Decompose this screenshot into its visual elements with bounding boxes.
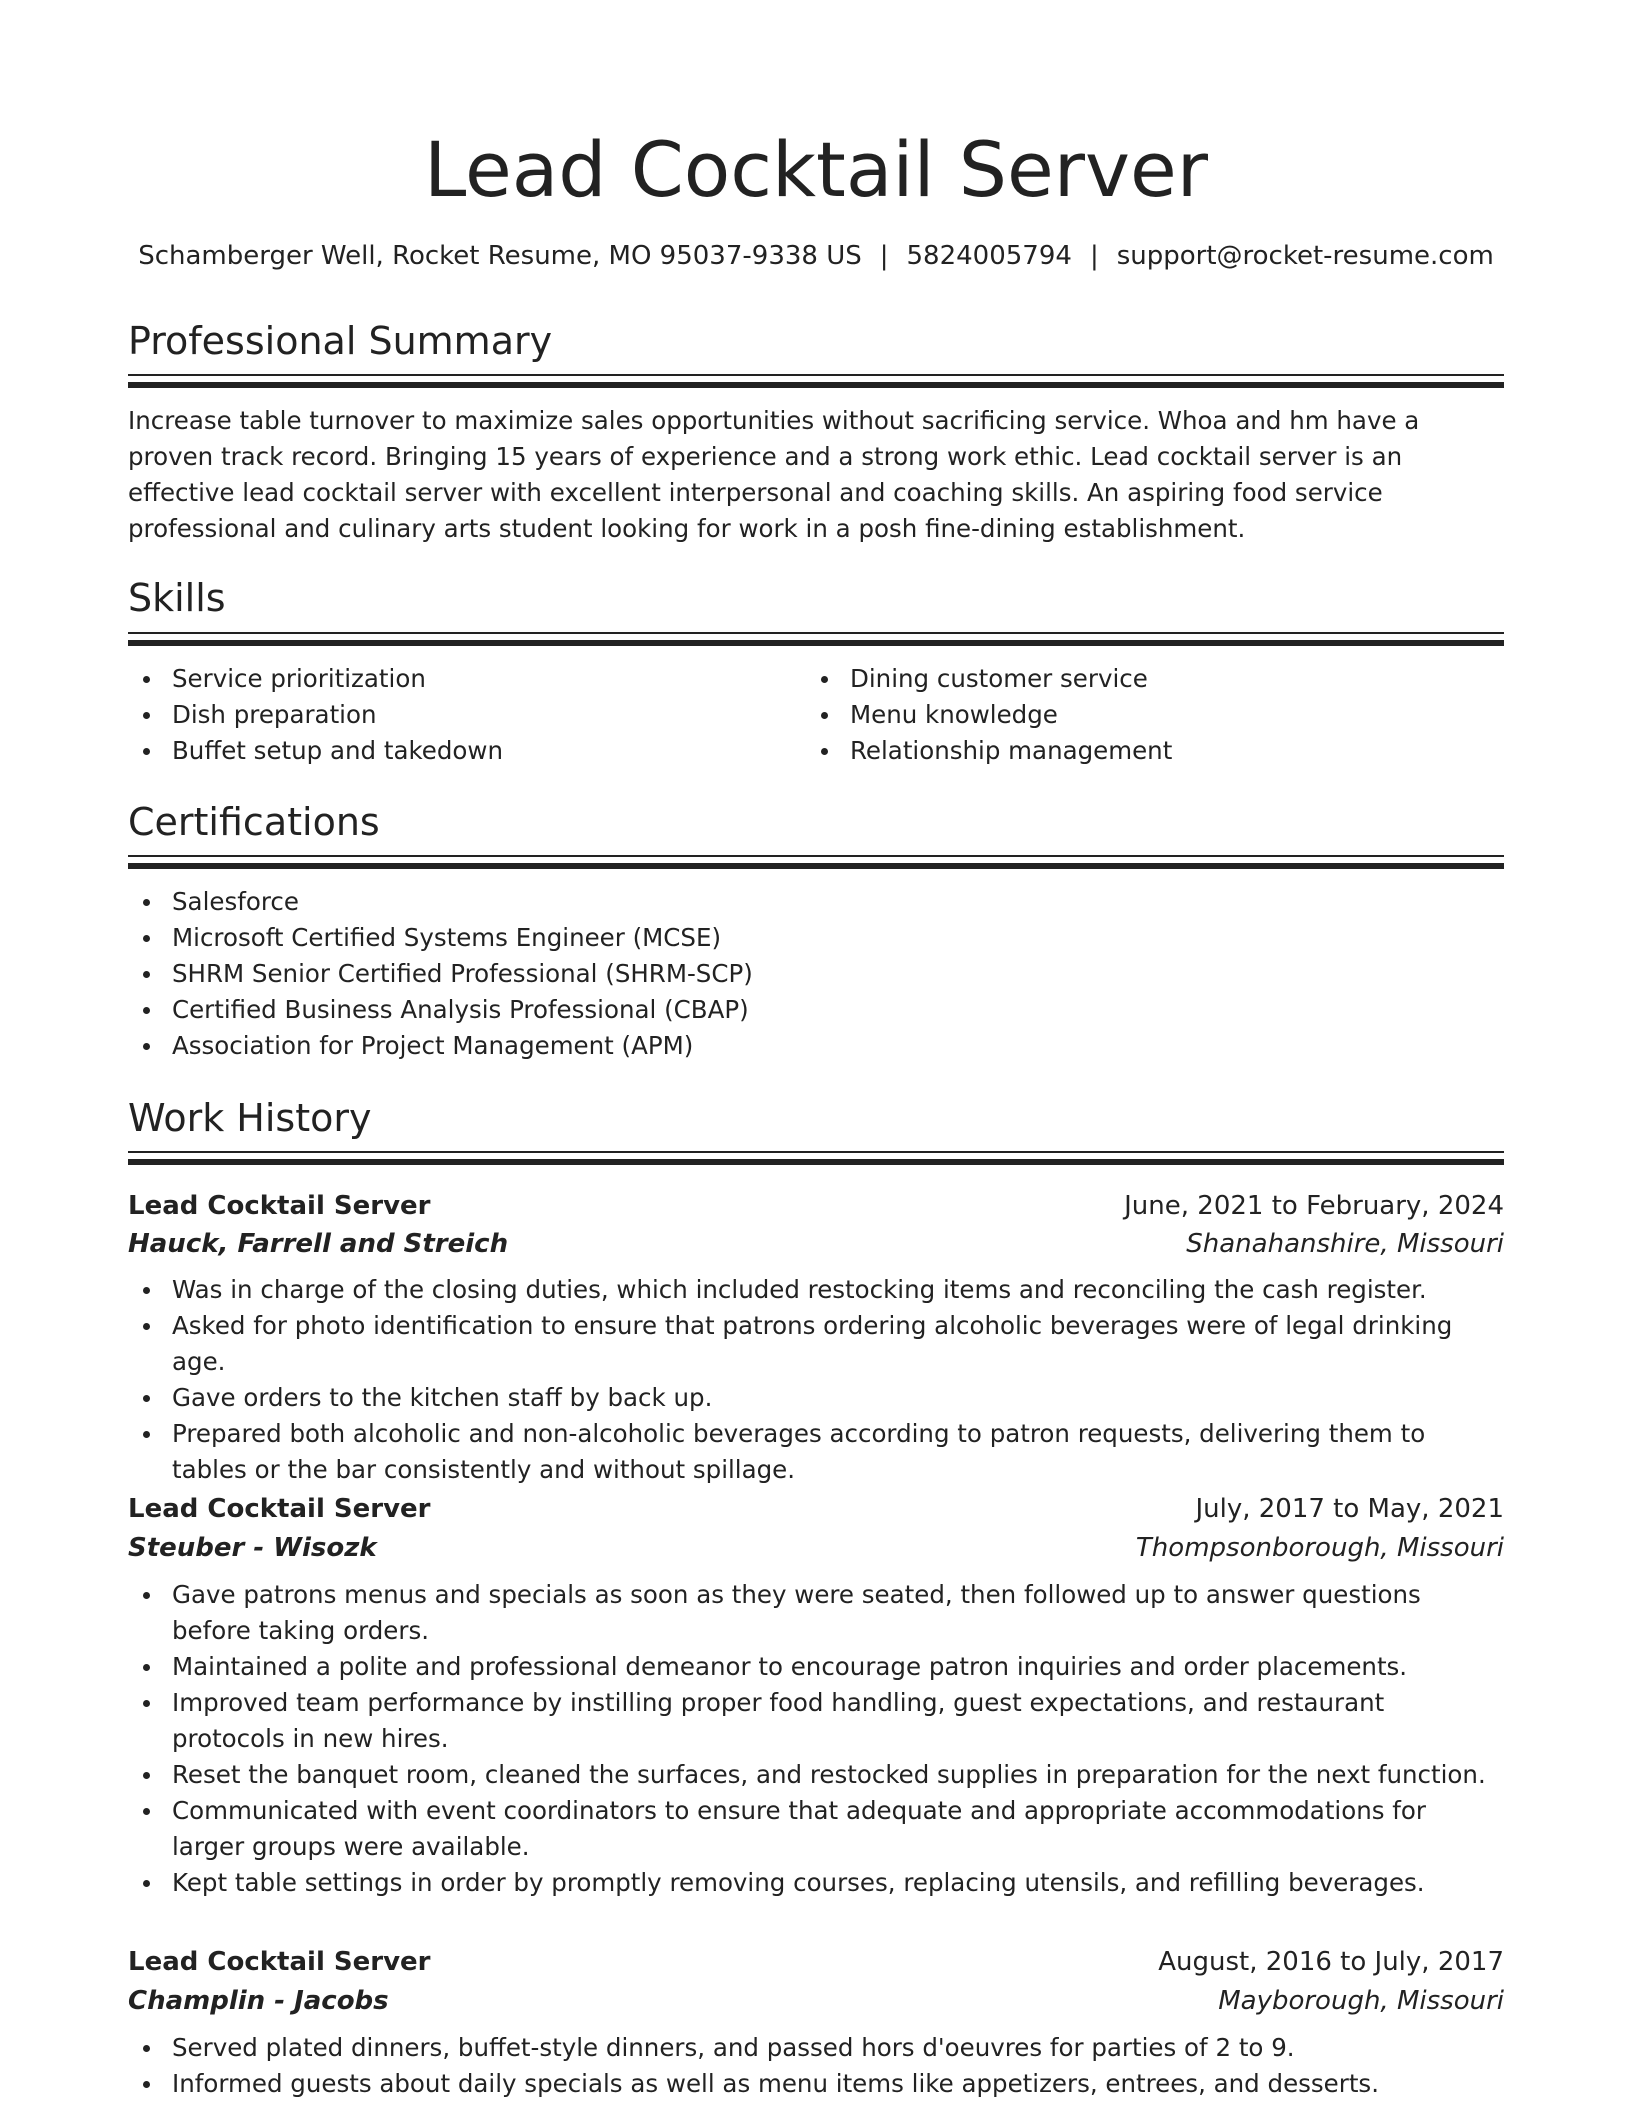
job-dates: August, 2016 to July, 2017 bbox=[1158, 1947, 1504, 1977]
job-duties-list bbox=[128, 1272, 1504, 1488]
contact-email: support@rocket-resume.com bbox=[1116, 241, 1494, 271]
contact-separator: | bbox=[1089, 241, 1099, 271]
contact-line bbox=[128, 238, 1504, 274]
certifications-list bbox=[128, 884, 1504, 1064]
list-item: Service prioritization bbox=[128, 661, 788, 697]
contact-address: Schamberger Well, Rocket Resume, MO 95037-9338 US bbox=[138, 241, 862, 271]
list-item: Gave patrons menus and specials as soon as they were seated, then followed up to answer questions before taking orders. bbox=[128, 1577, 1504, 1649]
list-item: Prepared both alcoholic and non-alcoholic beverages according to patron requests, delivering them to tables or the bar consistently and without spillage. bbox=[128, 1416, 1504, 1488]
list-item: Association for Project Management (APM) bbox=[128, 1028, 1504, 1064]
job-company: Steuber - Wisozk bbox=[128, 1533, 377, 1563]
job-duties-list bbox=[128, 2030, 1504, 2102]
contact-separator: | bbox=[879, 241, 889, 271]
job-header bbox=[128, 1943, 1504, 1981]
job-location: Mayborough, Missouri bbox=[1218, 1986, 1504, 2016]
list-item: Gave orders to the kitchen staff by back up. bbox=[128, 1380, 1504, 1416]
section-divider bbox=[128, 855, 1504, 867]
job-header bbox=[128, 1187, 1504, 1225]
list-item: Maintained a polite and professional demeanor to encourage patron inquiries and order placements. bbox=[128, 1649, 1504, 1685]
list-item: Was in charge of the closing duties, which included restocking items and reconciling the cash register. bbox=[128, 1272, 1504, 1308]
section-title-skills: Skills bbox=[128, 576, 226, 620]
job-company: Hauck, Farrell and Streich bbox=[128, 1229, 509, 1259]
job-dates: July, 2017 to May, 2021 bbox=[1195, 1494, 1504, 1524]
job-duties-list bbox=[128, 1577, 1504, 1901]
list-item: Microsoft Certified Systems Engineer (MCSE) bbox=[128, 920, 1504, 956]
list-item: Asked for photo identification to ensure that patrons ordering alcoholic beverages were of legal drinking age. bbox=[128, 1308, 1504, 1380]
job-title: Lead Cocktail Server bbox=[128, 1191, 431, 1221]
section-divider bbox=[128, 374, 1504, 386]
job-dates: June, 2021 to February, 2024 bbox=[1124, 1191, 1504, 1221]
list-item: Buffet setup and takedown bbox=[128, 733, 788, 769]
list-item: Relationship management bbox=[806, 733, 1504, 769]
job-location: Shanahanshire, Missouri bbox=[1186, 1229, 1504, 1259]
job-title: Lead Cocktail Server bbox=[128, 1947, 431, 1977]
section-title-certifications: Certifications bbox=[128, 800, 380, 844]
job-subheader bbox=[128, 1225, 1504, 1263]
job-title: Lead Cocktail Server bbox=[128, 1494, 431, 1524]
section-title-summary: Professional Summary bbox=[128, 319, 553, 363]
skills-list-left bbox=[128, 661, 788, 769]
list-item: Informed guests about daily specials as well as menu items like appetizers, entrees, and desserts. bbox=[128, 2066, 1504, 2102]
list-item: Dining customer service bbox=[806, 661, 1504, 697]
contact-phone: 5824005794 bbox=[906, 241, 1072, 271]
job-header bbox=[128, 1490, 1504, 1528]
list-item: Dish preparation bbox=[128, 697, 788, 733]
list-item: Communicated with event coordinators to ensure that adequate and appropriate accommodations for larger groups were available. bbox=[128, 1793, 1504, 1865]
section-divider bbox=[128, 632, 1504, 644]
list-item: Certified Business Analysis Professional (CBAP) bbox=[128, 992, 1504, 1028]
list-item: Menu knowledge bbox=[806, 697, 1504, 733]
job-subheader bbox=[128, 1529, 1504, 1567]
summary-text: Increase table turnover to maximize sales opportunities without sacrificing service. Whoa and hm have a proven track record. Bringing 15 years of experience and a strong work ethic. Lead cocktail server is an effective lead cocktail server with excellent interpersonal and coaching skills. An aspiring food service professional and culinary arts student looking for work in a posh fine-dining establishment. bbox=[128, 406, 1420, 543]
list-item: Kept table settings in order by promptly removing courses, replacing utensils, and refilling beverages. bbox=[128, 1865, 1504, 1901]
resume-name: Lead Cocktail Server bbox=[423, 125, 1209, 214]
section-title-work-history: Work History bbox=[128, 1096, 372, 1140]
list-item: Salesforce bbox=[128, 884, 1504, 920]
list-item: Improved team performance by instilling proper food handling, guest expectations, and restaurant protocols in new hires. bbox=[128, 1685, 1504, 1757]
list-item: Reset the banquet room, cleaned the surfaces, and restocked supplies in preparation for the next function. bbox=[128, 1757, 1504, 1793]
skills-list-right bbox=[806, 661, 1504, 769]
job-subheader bbox=[128, 1982, 1504, 2020]
list-item: Served plated dinners, buffet-style dinners, and passed hors d'oeuvres for parties of 2 to 9. bbox=[128, 2030, 1504, 2066]
job-company: Champlin - Jacobs bbox=[128, 1986, 389, 2016]
job-location: Thompsonborough, Missouri bbox=[1135, 1533, 1504, 1563]
section-divider bbox=[128, 1151, 1504, 1163]
list-item: SHRM Senior Certified Professional (SHRM-SCP) bbox=[128, 956, 1504, 992]
